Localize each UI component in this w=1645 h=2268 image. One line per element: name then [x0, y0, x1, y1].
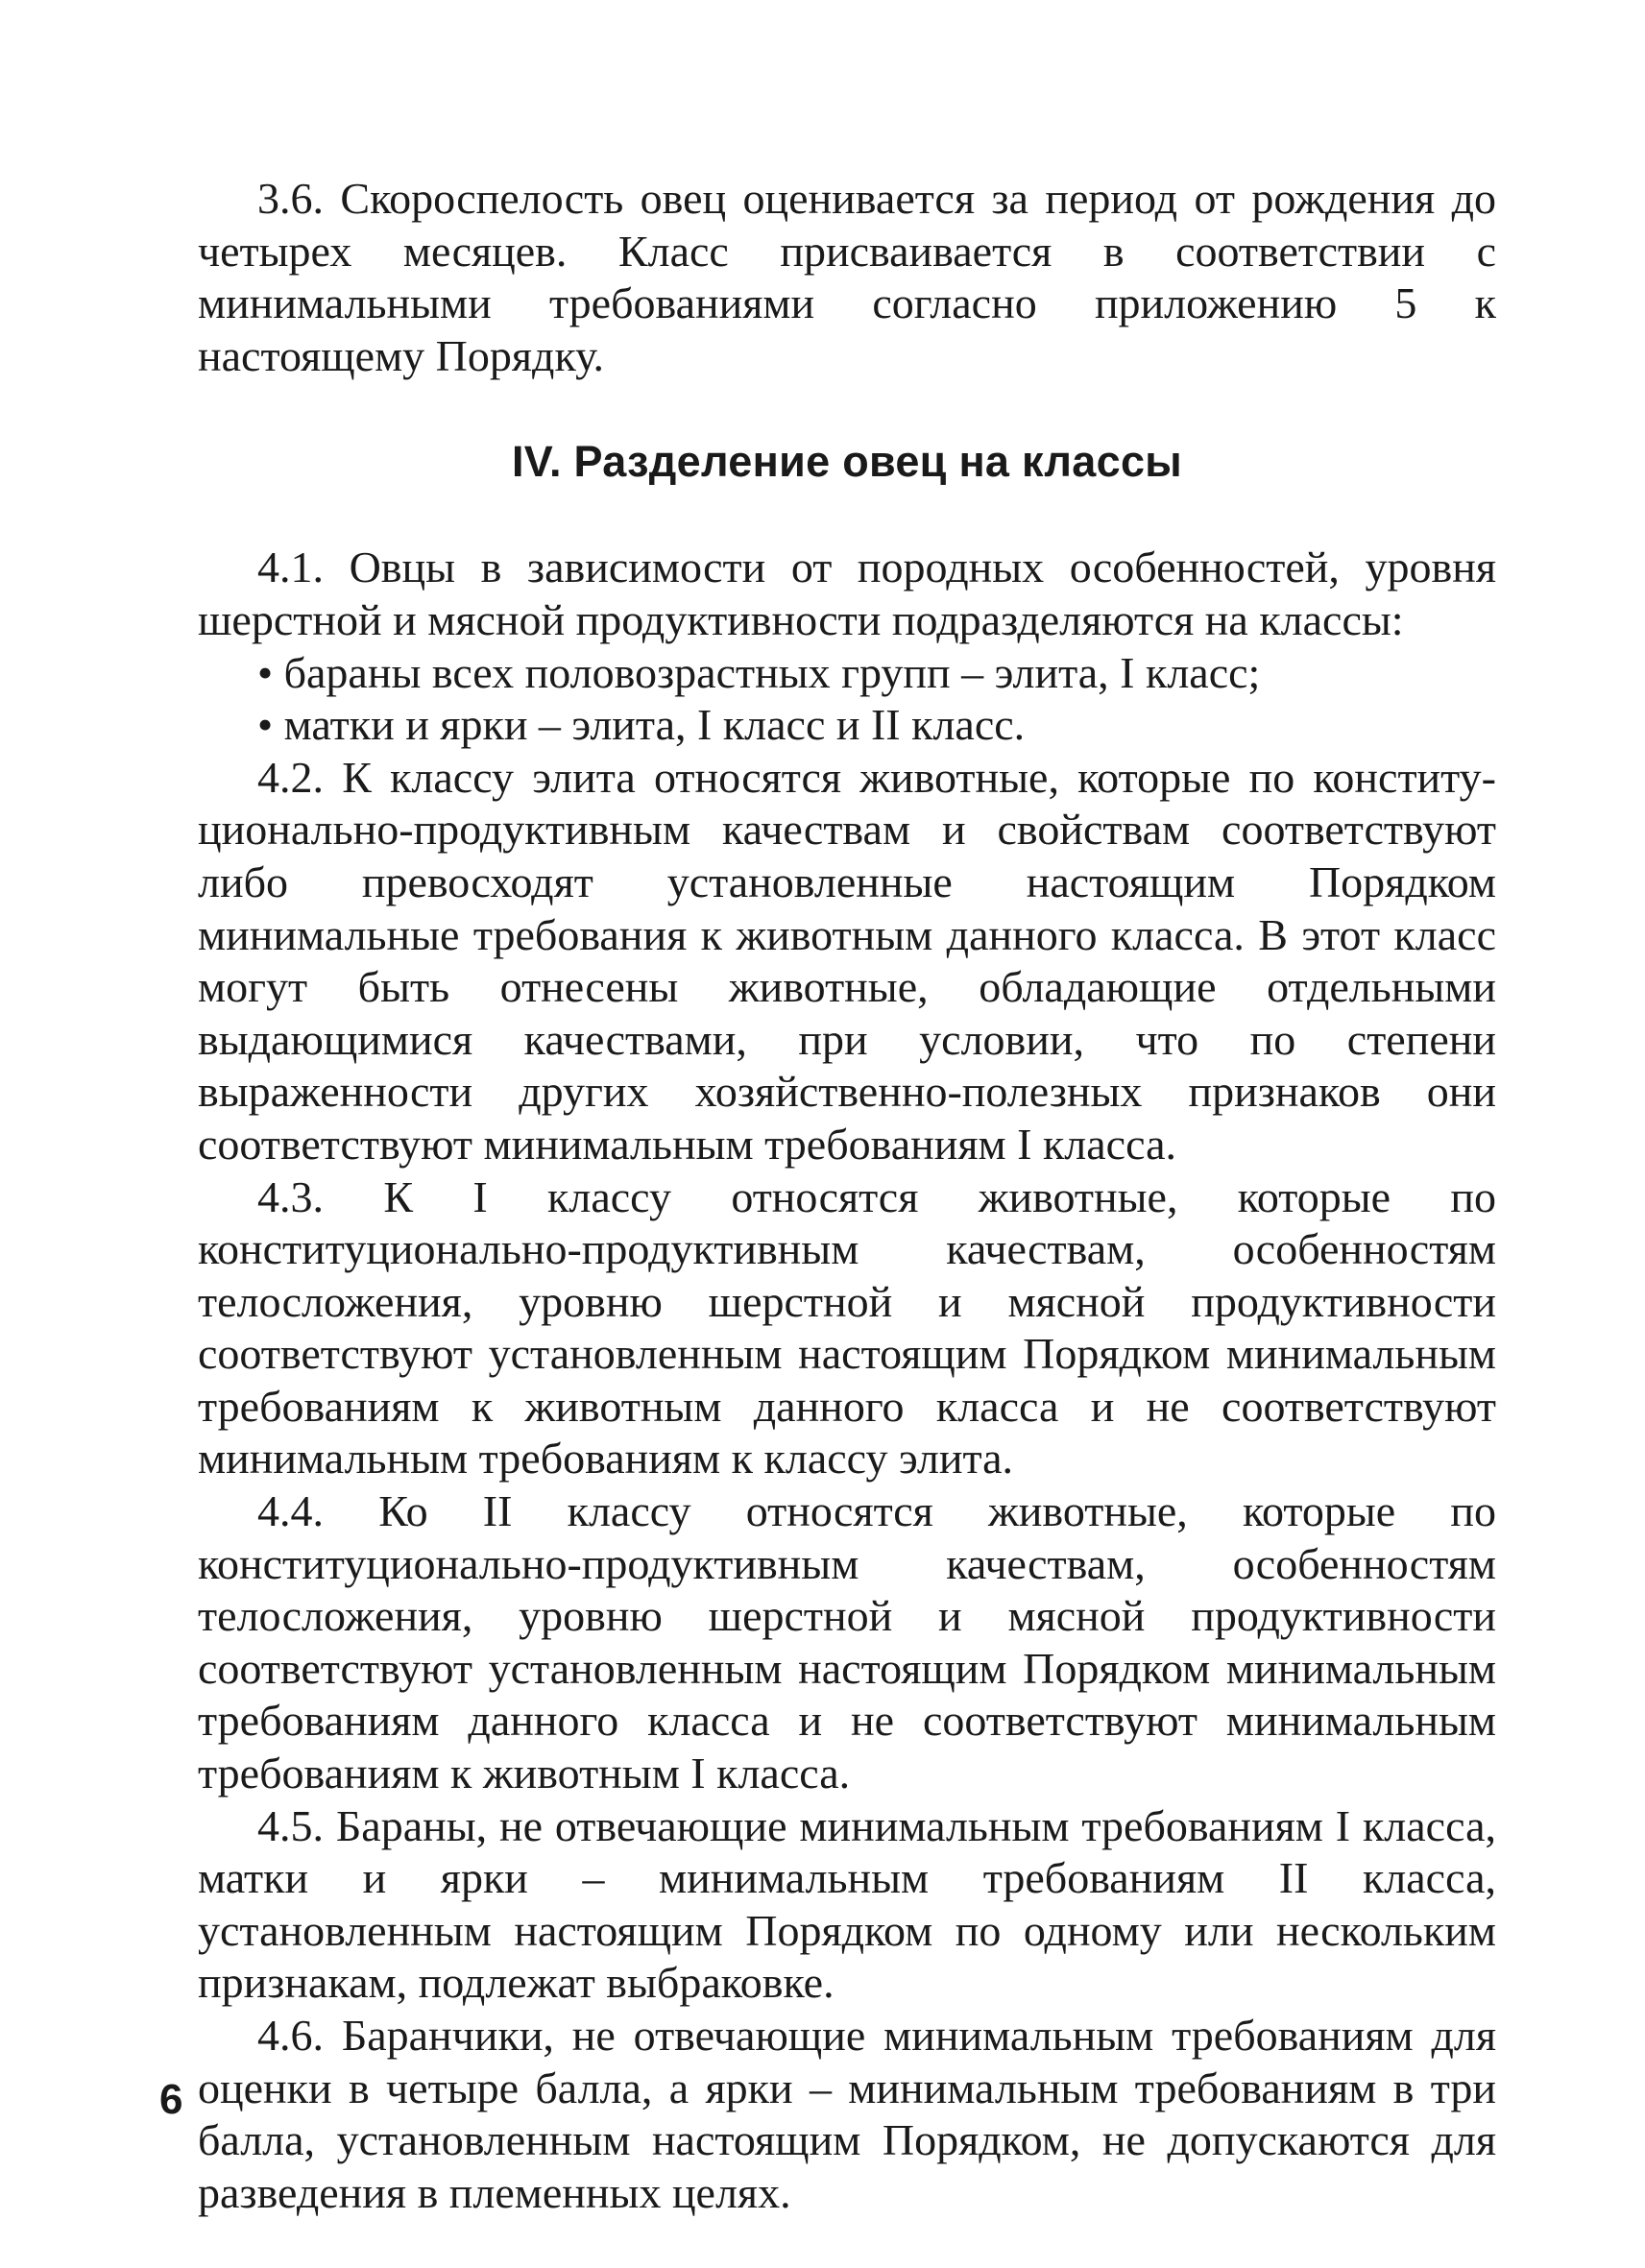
page-number: 6: [159, 2076, 183, 2123]
paragraph-4-2: 4.2. К классу элита относятся животные, которые по конституционально-продуктивным качествам и свойствам соответствуют либо превосходят установленные настоящим Порядком минимальные требования к животным данного класса. В этот класс могут быть отнесены животные, обладающие отдельными выдающимися качествами, при условии, что по степени выраженности других хозяйственно-полезных признаков они соответствуют минимальным требованиям I класса.: [198, 752, 1496, 1169]
bullet-item-rams: • бараны всех половозрастных групп – элита, I класс;: [257, 647, 1261, 697]
paragraph-3-6: 3.6. Скороспелость овец оценивается за период от рождения до четырех месяцев. Класс присваивается в соответствии с минимальными требованиями согласно приложению 5 к настоящему Порядку.: [198, 174, 1496, 380]
paragraph-4-3: 4.3. К I классу относятся животные, которые по конституционально-продуктивным качествам, особенностям телосложения, уровню шерстной и мясной продуктивности соответствуют установленным настоящим Порядком минимальным требованиям к животным данного класса и не соответствуют минимальным требованиям к классу элита.: [198, 1171, 1496, 1484]
paragraph-4-5: 4.5. Бараны, не отвечающие минимальным требованиям I класса, матки и ярки – минимальным требованиям II класса, установленным настоящим Порядком по одному или нескольким признакам, подлежат выбраковке.: [198, 1800, 1496, 2008]
bullet-item-ewes: • матки и ярки – элита, I класс и II класс.: [257, 700, 1026, 750]
page-body: [198, 173, 1496, 2219]
paragraph-4-6: 4.6. Баранчики, не отвечающие минимальным требованиям для оценки в четыре балла, а ярки – минимальным требованиям в три балла, установленным настоящим Порядком, не допускаются для разведения в племенных целях.: [198, 2011, 1496, 2217]
section-heading: IV. Разделение овец на классы: [511, 437, 1183, 487]
paragraph-4-4: 4.4. Ко II классу относятся животные, которые по конституционально-продуктивным качествам, особенностям телосложения, уровню шерстной и мясной продуктивности соответствуют установленным настоящим Порядком минимальным требованиям данного класса и не соответствуют минимальным требованиям к животным I класса.: [198, 1486, 1496, 1798]
paragraph-4-1: 4.1. Овцы в зависимости от породных особенностей, уровня шерстной и мясной продуктивности подразделяются на классы:: [198, 543, 1496, 644]
